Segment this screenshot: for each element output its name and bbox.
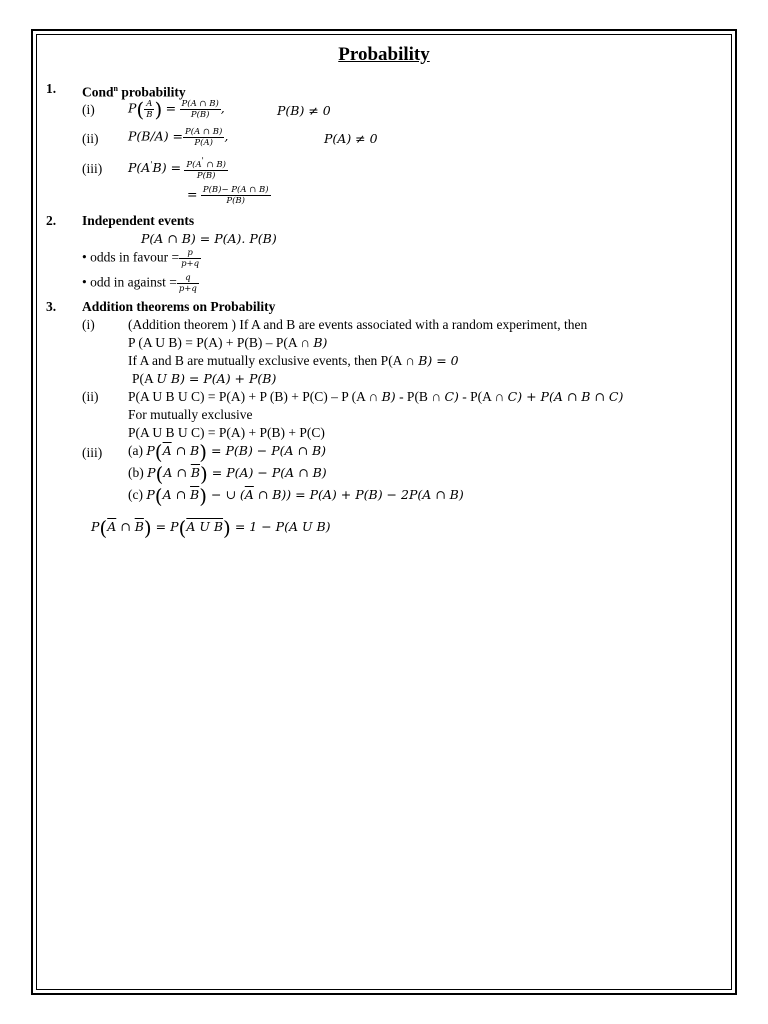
- page-title: Probability: [338, 44, 430, 65]
- s3-iii-label: (iii): [82, 445, 103, 460]
- final-demorgan-formula: $P(\overline{A}$ ∩ $\overline{B}) = P(A$ U B) = 1 − P(A U B): [91, 515, 331, 540]
- s3-i-line3: If A and B are mutually exclusive events, then P(A ∩ B) = 0: [128, 353, 459, 368]
- s1-ii-formula: P(B/A) = $\frac{P(A \cap B)}{P(A)}$ ,: [128, 127, 229, 148]
- section-2-number: 2.: [46, 213, 57, 228]
- s1-ii-condition: P(A) ≠ 0: [324, 131, 378, 146]
- section-3-number: 3.: [46, 299, 57, 314]
- s2-independence-formula: P(A ∩ B) = P(A). P(B): [141, 231, 277, 246]
- section-1-heading: Cond$^n$ probability: [82, 84, 186, 100]
- section-3-heading: Addition theorems on Probability: [82, 299, 276, 314]
- s3-ii-line1: P(A U B U C) = P(A) + P (B) + P(C) – P (A ∩ B) - P(B ∩ C) - P(A ∩ C) + P(A ∩ B ∩ C): [128, 389, 624, 404]
- s2-odds-in-favour: • odds in favour = $\frac{p}{p+q}$: [82, 248, 200, 269]
- s3-ii-label: (ii): [82, 389, 99, 404]
- s1-i-formula: P( $\frac{A}{B}$ ) = $\frac{P(A \cap B)}{P(B)}$ ,: [128, 97, 225, 122]
- s3-ii-line3: P(A U B U C) = P(A) + P(B) + P(C): [128, 425, 325, 440]
- s1-iii-formula: P(A'B) = $\frac{P(A' \cap B)}{P(B)}$: [128, 156, 226, 181]
- s3-ii-line2: For mutually exclusive: [128, 407, 253, 422]
- s2-odds-against: • odd in against = $\frac{q}{p+q}$: [82, 273, 197, 294]
- s3-iii-a: (a) $P(\overline{A}$ ∩ B) = P(B) − P(A ∩ B): [128, 439, 327, 464]
- s3-i-label: (i): [82, 317, 95, 332]
- s3-iii-b: (b) P(A ∩ $\overline{B}) = P(A) - P(A$ ∩ B): [128, 461, 327, 486]
- section-1-number: 1.: [46, 81, 57, 96]
- section-2-heading: Independent events: [82, 213, 195, 228]
- s3-iii-c: (c) P(A ∩ $\overline{B}$) − ∪ ($\overline{A}$ ∩ B)) = P(A) + P(B) − 2P(A ∩ B): [128, 483, 464, 508]
- s1-iii-formula-step2: = $\frac{P(B)- P(A \cap B)}{P(B)}$: [187, 185, 269, 206]
- s1-iii-label: (iii): [82, 161, 103, 176]
- s1-i-condition: P(B) ≠ 0: [277, 103, 331, 118]
- s1-i-label: (i): [82, 102, 95, 117]
- s3-i-line1: (Addition theorem ) If A and B are events associated with a random experiment, then: [128, 317, 588, 332]
- s1-ii-label: (ii): [82, 131, 99, 146]
- s3-i-line2: P (A U B) = P(A) + P(B) – P(A ∩ B): [128, 335, 328, 350]
- s3-i-line4: P(A U B) = P(A) + P(B): [132, 371, 277, 386]
